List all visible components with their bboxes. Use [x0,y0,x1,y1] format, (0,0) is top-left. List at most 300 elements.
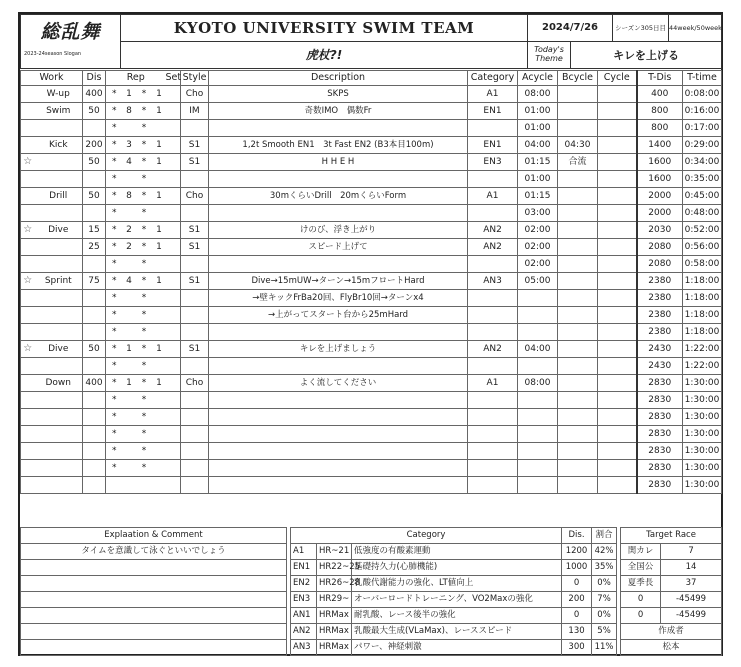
star-mark [21,392,35,409]
set-cell [153,477,166,494]
category-dis: 0 [562,576,592,592]
category-cell: EN1 [468,103,518,120]
rep-cell [123,358,136,375]
acycle-cell [518,290,558,307]
category-cell [468,426,518,443]
multiply-sign: * [136,409,153,426]
explanation-line [21,608,287,624]
rep-cell: 1 [123,375,136,392]
set-spacer [166,137,181,154]
category-desc: 低強度の有酸素運動 [352,544,562,560]
star-mark [21,375,35,392]
description-cell [209,120,468,137]
star-mark [21,188,35,205]
star-mark [21,477,35,494]
target-race-name: 関カレ [621,544,661,560]
work-cell: Dive [35,222,83,239]
set-spacer [166,426,181,443]
distance-cell [83,205,106,222]
category-desc: 耐乳酸、レース後半の強化 [352,608,562,624]
tdis-cell: 1400 [637,137,683,154]
menu-row [21,409,722,426]
category-hr: HR22~25 [317,560,352,576]
set-cell: 1 [153,375,166,392]
tdis-cell: 2380 [637,290,683,307]
multiply-sign: * [136,137,153,154]
description-cell: H H E H [209,154,468,171]
set-cell: 1 [153,222,166,239]
season-day: シーズン305日目 [613,15,669,42]
todays-theme: キレを上げる [571,42,722,69]
description-cell [209,256,468,273]
tdis-cell: 2830 [637,375,683,392]
star-mark [21,409,35,426]
multiply-sign: * [106,290,123,307]
tdis-cell: 1600 [637,154,683,171]
category-cell [468,171,518,188]
acycle-cell [518,409,558,426]
cycle-cell [598,171,637,188]
tdis-cell: 2380 [637,273,683,290]
multiply-sign: * [106,205,123,222]
multiply-sign: * [106,375,123,392]
multiply-sign: * [106,103,123,120]
cycle-cell [598,86,637,103]
cycle-cell [598,239,637,256]
ttime-cell: 1:30:00 [683,392,722,409]
multiply-sign: * [106,120,123,137]
footer-row [21,608,722,624]
category-cell [468,392,518,409]
distance-cell [83,426,106,443]
cycle-cell [598,341,637,358]
menu-row [21,290,722,307]
set-cell [153,392,166,409]
acycle-cell: 01:00 [518,120,558,137]
set-spacer [166,222,181,239]
work-cell: Down [35,375,83,392]
bcycle-cell [558,239,598,256]
category-desc: 乳酸代謝能力の強化、LT値向上 [352,576,562,592]
acycle-cell: 02:00 [518,222,558,239]
menu-row [21,256,722,273]
acycle-cell: 08:00 [518,375,558,392]
cycle-cell [598,375,637,392]
cycle-cell [598,154,637,171]
category-cell [468,290,518,307]
description-cell: SKPS [209,86,468,103]
explanation-line [21,576,287,592]
menu-table [20,70,722,494]
acycle-cell: 01:00 [518,103,558,120]
style-cell [181,120,209,137]
category-dis: 1200 [562,544,592,560]
category-code: AN3 [291,640,317,656]
week-counter: 44week/50week [669,15,722,42]
bcycle-cell: 合流 [558,154,598,171]
style-cell [181,392,209,409]
star-mark [21,443,35,460]
menu-row [21,137,722,154]
cycle-cell [598,205,637,222]
multiply-sign: * [106,324,123,341]
category-code: EN2 [291,576,317,592]
category-dis: 1000 [562,560,592,576]
col-cycle: Cycle [598,71,637,86]
acycle-cell: 01:15 [518,154,558,171]
style-cell [181,324,209,341]
multiply-sign: * [106,188,123,205]
set-spacer [166,375,181,392]
distance-cell [83,290,106,307]
style-cell [181,477,209,494]
set-cell: 1 [153,103,166,120]
bcycle-cell [558,256,598,273]
category-cell [468,477,518,494]
bcycle-cell [558,103,598,120]
rep-cell: 1 [123,341,136,358]
work-cell [35,239,83,256]
category-ratio: 7% [592,592,617,608]
category-cell: A1 [468,86,518,103]
target-race-name: 0 [621,608,661,624]
rep-cell [123,307,136,324]
description-cell: キレを上げましょう [209,341,468,358]
menu-row [21,86,722,103]
star-mark [21,86,35,103]
bcycle-cell [558,477,598,494]
bcycle-cell [558,392,598,409]
header-table [20,14,722,69]
distance-cell: 400 [83,86,106,103]
description-cell: よく流してください [209,375,468,392]
set-spacer [166,477,181,494]
work-cell [35,426,83,443]
category-cell [468,307,518,324]
star-mark: ☆ [21,273,35,290]
style-cell [181,171,209,188]
tdis-cell: 800 [637,103,683,120]
rep-cell [123,324,136,341]
ttime-cell: 1:18:00 [683,273,722,290]
col-rep: Rep [106,71,166,86]
cycle-cell [598,120,637,137]
category-cell [468,409,518,426]
cycle-cell [598,358,637,375]
team-title: KYOTO UNIVERSITY SWIM TEAM [121,15,528,42]
explanation-line [21,624,287,640]
multiply-sign: * [136,205,153,222]
menu-row [21,358,722,375]
star-mark [21,307,35,324]
multiply-sign: * [106,239,123,256]
menu-row [21,222,722,239]
multiply-sign: * [106,86,123,103]
rep-cell [123,171,136,188]
category-ratio: 11% [592,640,617,656]
distance-cell: 50 [83,341,106,358]
bcycle-cell [558,409,598,426]
category-ratio-label: 割合 [592,528,617,544]
description-cell [209,443,468,460]
bcycle-cell [558,460,598,477]
description-cell [209,205,468,222]
acycle-cell [518,392,558,409]
set-spacer [166,341,181,358]
distance-cell: 50 [83,154,106,171]
description-cell [209,324,468,341]
category-desc: 基礎持久力(心肺機能) [352,560,562,576]
footer-row [21,592,722,608]
rep-cell [123,443,136,460]
footer-row [21,544,722,560]
star-mark [21,137,35,154]
acycle-cell [518,358,558,375]
ttime-cell: 1:30:00 [683,477,722,494]
multiply-sign: * [136,324,153,341]
multiply-sign: * [106,358,123,375]
category-hr: HRMax [317,640,352,656]
category-dis: 200 [562,592,592,608]
menu-row [21,239,722,256]
tdis-cell: 2830 [637,409,683,426]
acycle-cell [518,443,558,460]
set-spacer [166,120,181,137]
category-code: AN2 [291,624,317,640]
rep-cell: 8 [123,188,136,205]
col-acycle: Acycle [518,71,558,86]
style-cell [181,426,209,443]
style-cell [181,443,209,460]
work-cell: Kick [35,137,83,154]
star-mark [21,324,35,341]
target-race-value: 14 [661,560,722,576]
tdis-cell: 2430 [637,358,683,375]
cycle-cell [598,307,637,324]
explanation-line [21,592,287,608]
bcycle-cell [558,307,598,324]
col-work: Work [21,71,83,86]
multiply-sign: * [136,273,153,290]
menu-row [21,426,722,443]
bcycle-cell [558,120,598,137]
work-cell: Dive [35,341,83,358]
ttime-cell: 1:30:00 [683,443,722,460]
ttime-cell: 1:18:00 [683,290,722,307]
multiply-sign: * [136,154,153,171]
menu-row [21,120,722,137]
distance-cell [83,120,106,137]
description-cell: Dive→15mUW→ターン→15mフロートHard [209,273,468,290]
set-spacer [166,256,181,273]
acycle-cell [518,477,558,494]
multiply-sign: * [136,341,153,358]
ttime-cell: 0:56:00 [683,239,722,256]
set-cell: 1 [153,137,166,154]
cycle-cell [598,222,637,239]
bcycle-cell [558,171,598,188]
distance-cell: 15 [83,222,106,239]
menu-row [21,273,722,290]
bcycle-cell [558,443,598,460]
ttime-cell: 1:30:00 [683,409,722,426]
style-cell [181,256,209,273]
rep-cell [123,290,136,307]
acycle-cell: 05:00 [518,273,558,290]
distance-cell: 50 [83,188,106,205]
set-cell: 1 [153,239,166,256]
multiply-sign: * [136,392,153,409]
explanation-line [21,560,287,576]
multiply-sign: * [106,273,123,290]
target-race-value: 7 [661,544,722,560]
category-code: EN3 [291,592,317,608]
ttime-cell: 1:30:00 [683,426,722,443]
category-hr: HR29~ [317,592,352,608]
style-cell: Cho [181,188,209,205]
explanation-comment: タイムを意識して泳ぐといいでしょう [21,544,287,560]
tdis-cell: 2080 [637,239,683,256]
multiply-sign: * [136,103,153,120]
ttime-cell: 1:18:00 [683,307,722,324]
set-spacer [166,103,181,120]
bcycle-cell [558,188,598,205]
set-cell [153,307,166,324]
multiply-sign: * [136,290,153,307]
set-spacer [166,358,181,375]
category-cell: AN2 [468,222,518,239]
ttime-cell: 0:35:00 [683,171,722,188]
ttime-cell: 0:58:00 [683,256,722,273]
work-cell [35,392,83,409]
work-cell [35,477,83,494]
footer-table [20,527,722,656]
distance-cell [83,324,106,341]
col-style: Style [181,71,209,86]
style-cell [181,290,209,307]
col-bcycle: Bcycle [558,71,598,86]
star-mark [21,205,35,222]
category-cell: EN1 [468,137,518,154]
acycle-cell: 01:15 [518,188,558,205]
bcycle-cell: 04:30 [558,137,598,154]
slogan-caption: 2023-24season Slogan [24,51,82,57]
rep-cell [123,477,136,494]
col-description: Description [209,71,468,86]
cycle-cell [598,324,637,341]
set-cell: 1 [153,188,166,205]
category-cell [468,120,518,137]
work-cell [35,307,83,324]
footer-row [21,560,722,576]
style-cell: IM [181,103,209,120]
menu-row [21,324,722,341]
acycle-cell: 01:00 [518,171,558,188]
set-spacer [166,188,181,205]
ttime-cell: 0:34:00 [683,154,722,171]
ttime-cell: 1:30:00 [683,375,722,392]
work-cell [35,443,83,460]
work-cell [35,120,83,137]
star-mark: ☆ [21,341,35,358]
team-logo: 総乱舞 [40,21,101,43]
multiply-sign: * [136,188,153,205]
tdis-cell: 2830 [637,392,683,409]
ttime-cell: 1:18:00 [683,324,722,341]
rep-cell [123,120,136,137]
menu-row [21,188,722,205]
category-cell: AN2 [468,239,518,256]
multiply-sign: * [106,460,123,477]
menu-row [21,477,722,494]
multiply-sign: * [106,256,123,273]
bcycle-cell [558,290,598,307]
swim-menu-sheet [18,12,723,656]
multiply-sign: * [136,358,153,375]
ttime-cell: 0:48:00 [683,205,722,222]
set-spacer [166,239,181,256]
rep-cell [123,205,136,222]
cycle-cell [598,392,637,409]
explanation-title: Explaation & Comment [21,528,287,544]
theme-label: Today's Theme [528,42,571,69]
description-cell [209,460,468,477]
tdis-cell: 1600 [637,171,683,188]
rep-cell: 4 [123,273,136,290]
menu-row [21,103,722,120]
star-mark: ☆ [21,222,35,239]
set-cell: 1 [153,154,166,171]
work-cell [35,171,83,188]
category-cell: A1 [468,188,518,205]
category-ratio: 35% [592,560,617,576]
cycle-cell [598,426,637,443]
multiply-sign: * [106,426,123,443]
acycle-cell: 02:00 [518,256,558,273]
tdis-cell: 2000 [637,205,683,222]
multiply-sign: * [106,409,123,426]
tdis-cell: 2830 [637,443,683,460]
ttime-cell: 0:08:00 [683,86,722,103]
bcycle-cell [558,341,598,358]
ttime-cell: 1:22:00 [683,341,722,358]
menu-row [21,154,722,171]
target-race-name: 夏季長 [621,576,661,592]
set-spacer [166,171,181,188]
bcycle-cell [558,273,598,290]
category-desc: オーバーロードトレーニング、VO2Maxの強化 [352,592,562,608]
category-code: EN1 [291,560,317,576]
distance-cell [83,460,106,477]
style-cell [181,307,209,324]
cycle-cell [598,443,637,460]
star-mark [21,256,35,273]
acycle-cell: 08:00 [518,86,558,103]
star-mark [21,426,35,443]
menu-row [21,392,722,409]
distance-cell [83,477,106,494]
tdis-cell: 2380 [637,307,683,324]
cycle-cell [598,273,637,290]
category-dis: 300 [562,640,592,656]
multiply-sign: * [136,120,153,137]
category-dis: 0 [562,608,592,624]
bcycle-cell [558,324,598,341]
category-ratio: 42% [592,544,617,560]
multiply-sign: * [136,443,153,460]
distance-cell [83,307,106,324]
acycle-cell: 04:00 [518,137,558,154]
